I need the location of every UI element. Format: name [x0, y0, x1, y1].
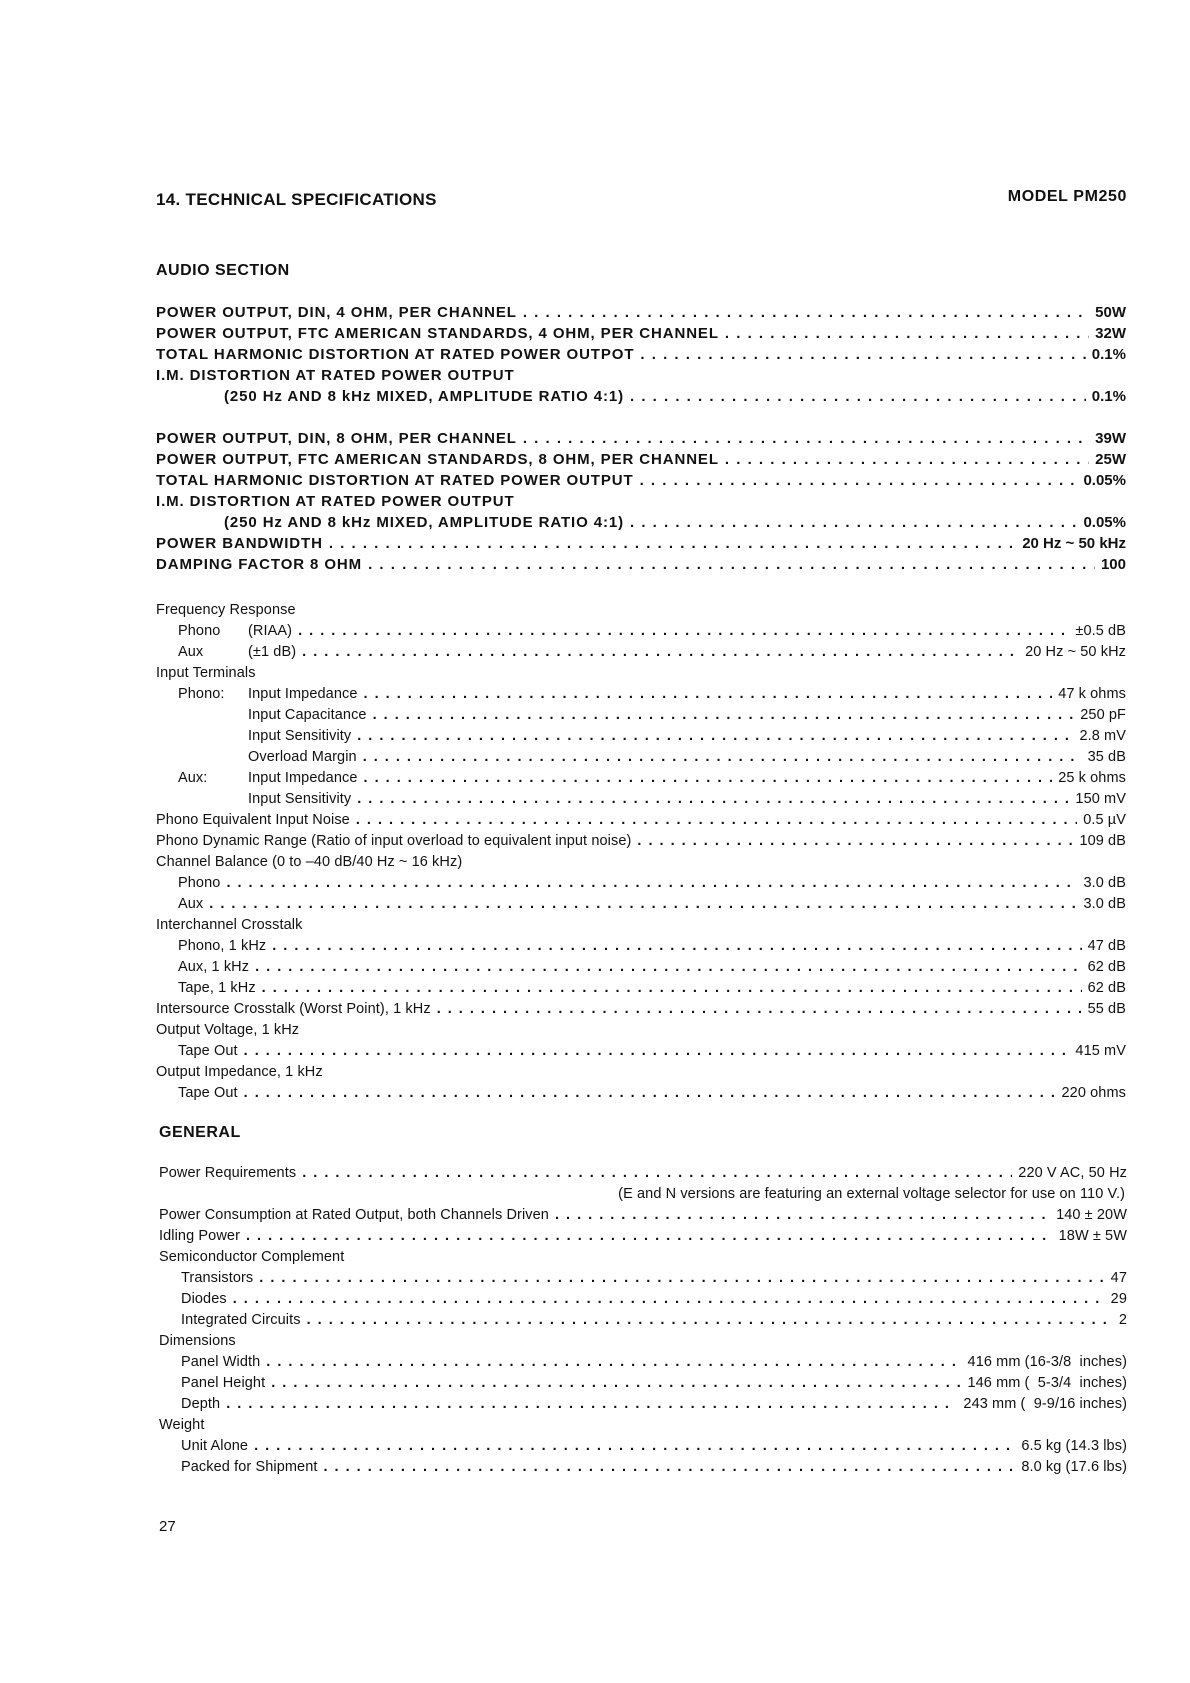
spec-row: [156, 302, 1126, 323]
spec-label: DAMPING FACTOR 8 OHM: [156, 556, 363, 573]
spec-label: Integrated Circuits: [181, 1312, 301, 1328]
spec-label: Transistors: [181, 1270, 254, 1286]
spec-row: [156, 621, 1126, 642]
audio-group-8ohm: [156, 428, 1126, 575]
spec-value: 47 dB: [1087, 938, 1126, 954]
spec-label: Phono:: [178, 686, 225, 702]
spec-value: 416 mm (16-3/8 inches): [967, 1354, 1127, 1370]
spec-value: 146 mm ( 5-3/4 inches): [967, 1375, 1127, 1391]
page-title: 14. TECHNICAL SPECIFICATIONS: [156, 190, 437, 209]
spec-row: [156, 831, 1126, 852]
spec-label: POWER OUTPUT, DIN, 4 OHM, PER CHANNEL: [156, 304, 517, 321]
spec-label: Aux: [178, 644, 204, 660]
spec-row: [156, 1041, 1126, 1062]
spec-value: 25 k ohms: [1058, 770, 1126, 786]
spec-value: 243 mm ( 9-9/16 inches): [963, 1396, 1127, 1412]
spec-value: 2: [1118, 1312, 1127, 1328]
spec-row: [159, 1310, 1127, 1331]
spec-label: Diodes: [181, 1291, 227, 1307]
spec-label: Unit Alone: [181, 1438, 249, 1454]
spec-label: Tape, 1 kHz: [178, 980, 256, 996]
spec-value: 150 mV: [1075, 791, 1126, 807]
spec-value: 0.5 µV: [1083, 812, 1126, 828]
spec-label: Input Impedance: [248, 770, 358, 786]
spec-label: Panel Height: [181, 1375, 266, 1391]
spec-label: Input Capacitance: [248, 707, 367, 723]
spec-label: Phono: [178, 623, 221, 639]
spec-group-label: Dimensions: [159, 1333, 236, 1349]
spec-label: Power Consumption at Rated Output, both Channels Driven: [159, 1207, 549, 1223]
spec-value: 0.1%: [1091, 346, 1126, 363]
spec-group-label: Input Terminals: [156, 665, 256, 681]
spec-value: 62 dB: [1087, 980, 1126, 996]
spec-label: TOTAL HARMONIC DISTORTION AT RATED POWER OUTPOT: [156, 346, 635, 363]
model-label: MODEL PM250: [1007, 188, 1127, 205]
spec-value: 3.0 dB: [1083, 896, 1126, 912]
spec-row: [156, 894, 1126, 915]
spec-value: 2.8 mV: [1079, 728, 1126, 744]
spec-value: 0.05%: [1083, 514, 1126, 531]
spec-group-label: Semiconductor Complement: [159, 1249, 345, 1265]
spec-label: Input Sensitivity: [248, 791, 352, 807]
spec-row: [159, 1226, 1127, 1247]
spec-group-label: Frequency Response: [156, 602, 296, 618]
spec-row: [159, 1163, 1127, 1184]
spec-label: POWER OUTPUT, DIN, 8 OHM, PER CHANNEL: [156, 430, 517, 447]
spec-value: 250 pF: [1080, 707, 1126, 723]
general-specs: [159, 1163, 1127, 1478]
spec-label: (250 Hz AND 8 kHz MIXED, AMPLITUDE RATIO 4:1): [224, 514, 624, 531]
spec-label: Panel Width: [181, 1354, 261, 1370]
spec-value: ±0.5 dB: [1075, 623, 1126, 639]
general-section-heading: GENERAL: [159, 1124, 241, 1141]
spec-value: 62 dB: [1087, 959, 1126, 975]
spec-row: [159, 1373, 1127, 1394]
spec-label: POWER BANDWIDTH: [156, 535, 323, 552]
spec-value: 47: [1110, 1270, 1127, 1286]
spec-label: Intersource Crosstalk (Worst Point), 1 kHz: [156, 1001, 431, 1017]
spec-label: Input Sensitivity: [248, 728, 352, 744]
spec-row: [156, 768, 1126, 789]
spec-label: Aux:: [178, 770, 208, 786]
spec-label: Tape Out: [178, 1085, 238, 1101]
spec-label: Tape Out: [178, 1043, 238, 1059]
spec-label: POWER OUTPUT, FTC AMERICAN STANDARDS, 8 OHM, PER CHANNEL: [156, 451, 719, 468]
spec-value: 29: [1110, 1291, 1127, 1307]
spec-value: 8.0 kg (17.6 lbs): [1021, 1459, 1127, 1475]
spec-label: TOTAL HARMONIC DISTORTION AT RATED POWER OUTPUT: [156, 472, 634, 489]
spec-label: Depth: [181, 1396, 221, 1412]
spec-row: [156, 449, 1126, 470]
spec-row: [159, 1436, 1127, 1457]
spec-value: 32W: [1095, 325, 1126, 342]
spec-value: 220 V AC, 50 Hz: [1018, 1165, 1127, 1181]
spec-label: Power Requirements: [159, 1165, 297, 1181]
spec-row: [156, 386, 1126, 407]
spec-row: [159, 1289, 1127, 1310]
spec-label: Idling Power: [159, 1228, 240, 1244]
spec-value: 415 mV: [1075, 1043, 1126, 1059]
spec-detail: (RIAA): [248, 623, 293, 639]
spec-label: I.M. DISTORTION AT RATED POWER OUTPUT: [156, 367, 515, 384]
page-header: [156, 190, 1127, 214]
spec-value: 18W ± 5W: [1058, 1228, 1127, 1244]
spec-value: 0.05%: [1083, 472, 1126, 489]
spec-row: [156, 1083, 1126, 1104]
detailed-specs: [156, 600, 1126, 1104]
spec-row: [159, 1457, 1127, 1478]
spec-row: [156, 428, 1126, 449]
spec-row: [156, 789, 1126, 810]
spec-row: [156, 470, 1126, 491]
spec-note: (E and N versions are featuring an external voltage selector for use on 110 V.): [618, 1186, 1125, 1202]
spec-row: [159, 1394, 1127, 1415]
spec-detail: (±1 dB): [248, 644, 297, 660]
spec-label: Phono Dynamic Range (Ratio of input overload to equivalent input noise): [156, 833, 632, 849]
spec-value: 6.5 kg (14.3 lbs): [1021, 1438, 1127, 1454]
spec-value: 0.1%: [1091, 388, 1126, 405]
spec-value: 3.0 dB: [1083, 875, 1126, 891]
page-number: 27: [159, 1518, 176, 1535]
spec-row: [156, 684, 1126, 705]
spec-group-label: Output Voltage, 1 kHz: [156, 1022, 300, 1038]
spec-row: [159, 1352, 1127, 1373]
spec-group-label: Output Impedance, 1 kHz: [156, 1064, 323, 1080]
spec-row: [156, 957, 1126, 978]
spec-value: 220 ohms: [1061, 1085, 1126, 1101]
spec-value: 100: [1100, 556, 1126, 573]
spec-value: 109 dB: [1079, 833, 1126, 849]
spec-label: Overload Margin: [248, 749, 357, 765]
spec-row: [156, 642, 1126, 663]
spec-row: [156, 747, 1126, 768]
spec-label: Phono Equivalent Input Noise: [156, 812, 350, 828]
spec-row: [156, 978, 1126, 999]
spec-row: [156, 533, 1126, 554]
spec-label: Packed for Shipment: [181, 1459, 318, 1475]
spec-value: 140 ± 20W: [1056, 1207, 1127, 1223]
spec-label: Input Impedance: [248, 686, 358, 702]
spec-row: [156, 344, 1126, 365]
spec-row: [156, 512, 1126, 533]
spec-group-label: Interchannel Crosstalk: [156, 917, 303, 933]
spec-label: I.M. DISTORTION AT RATED POWER OUTPUT: [156, 493, 515, 510]
spec-group-label: Weight: [159, 1417, 205, 1433]
spec-row: [156, 936, 1126, 957]
spec-label: Aux, 1 kHz: [178, 959, 250, 975]
spec-value: 20 Hz ~ 50 kHz: [1022, 535, 1126, 552]
spec-row: [156, 810, 1126, 831]
spec-row: [156, 705, 1126, 726]
spec-value: 39W: [1095, 430, 1126, 447]
spec-value: 50W: [1095, 304, 1126, 321]
spec-row: [159, 1205, 1127, 1226]
spec-value: 25W: [1095, 451, 1126, 468]
spec-label: (250 Hz AND 8 kHz MIXED, AMPLITUDE RATIO 4:1): [224, 388, 624, 405]
spec-value: 55 dB: [1087, 1001, 1126, 1017]
spec-group-label: Channel Balance (0 to –40 dB/40 Hz ~ 16 kHz): [156, 854, 463, 870]
spec-label: Phono, 1 kHz: [178, 938, 267, 954]
spec-row: [156, 726, 1126, 747]
spec-value: 20 Hz ~ 50 kHz: [1025, 644, 1126, 660]
spec-label: Phono: [178, 875, 221, 891]
spec-value: 35 dB: [1087, 749, 1126, 765]
audio-group-4ohm: [156, 302, 1126, 407]
spec-label: Aux: [178, 896, 204, 912]
audio-section-heading: AUDIO SECTION: [156, 262, 290, 279]
spec-row: [156, 323, 1126, 344]
spec-value: 47 k ohms: [1058, 686, 1126, 702]
spec-row: [156, 999, 1126, 1020]
spec-row: [159, 1268, 1127, 1289]
spec-row: [156, 554, 1126, 575]
spec-label: POWER OUTPUT, FTC AMERICAN STANDARDS, 4 OHM, PER CHANNEL: [156, 325, 719, 342]
spec-row: [156, 873, 1126, 894]
